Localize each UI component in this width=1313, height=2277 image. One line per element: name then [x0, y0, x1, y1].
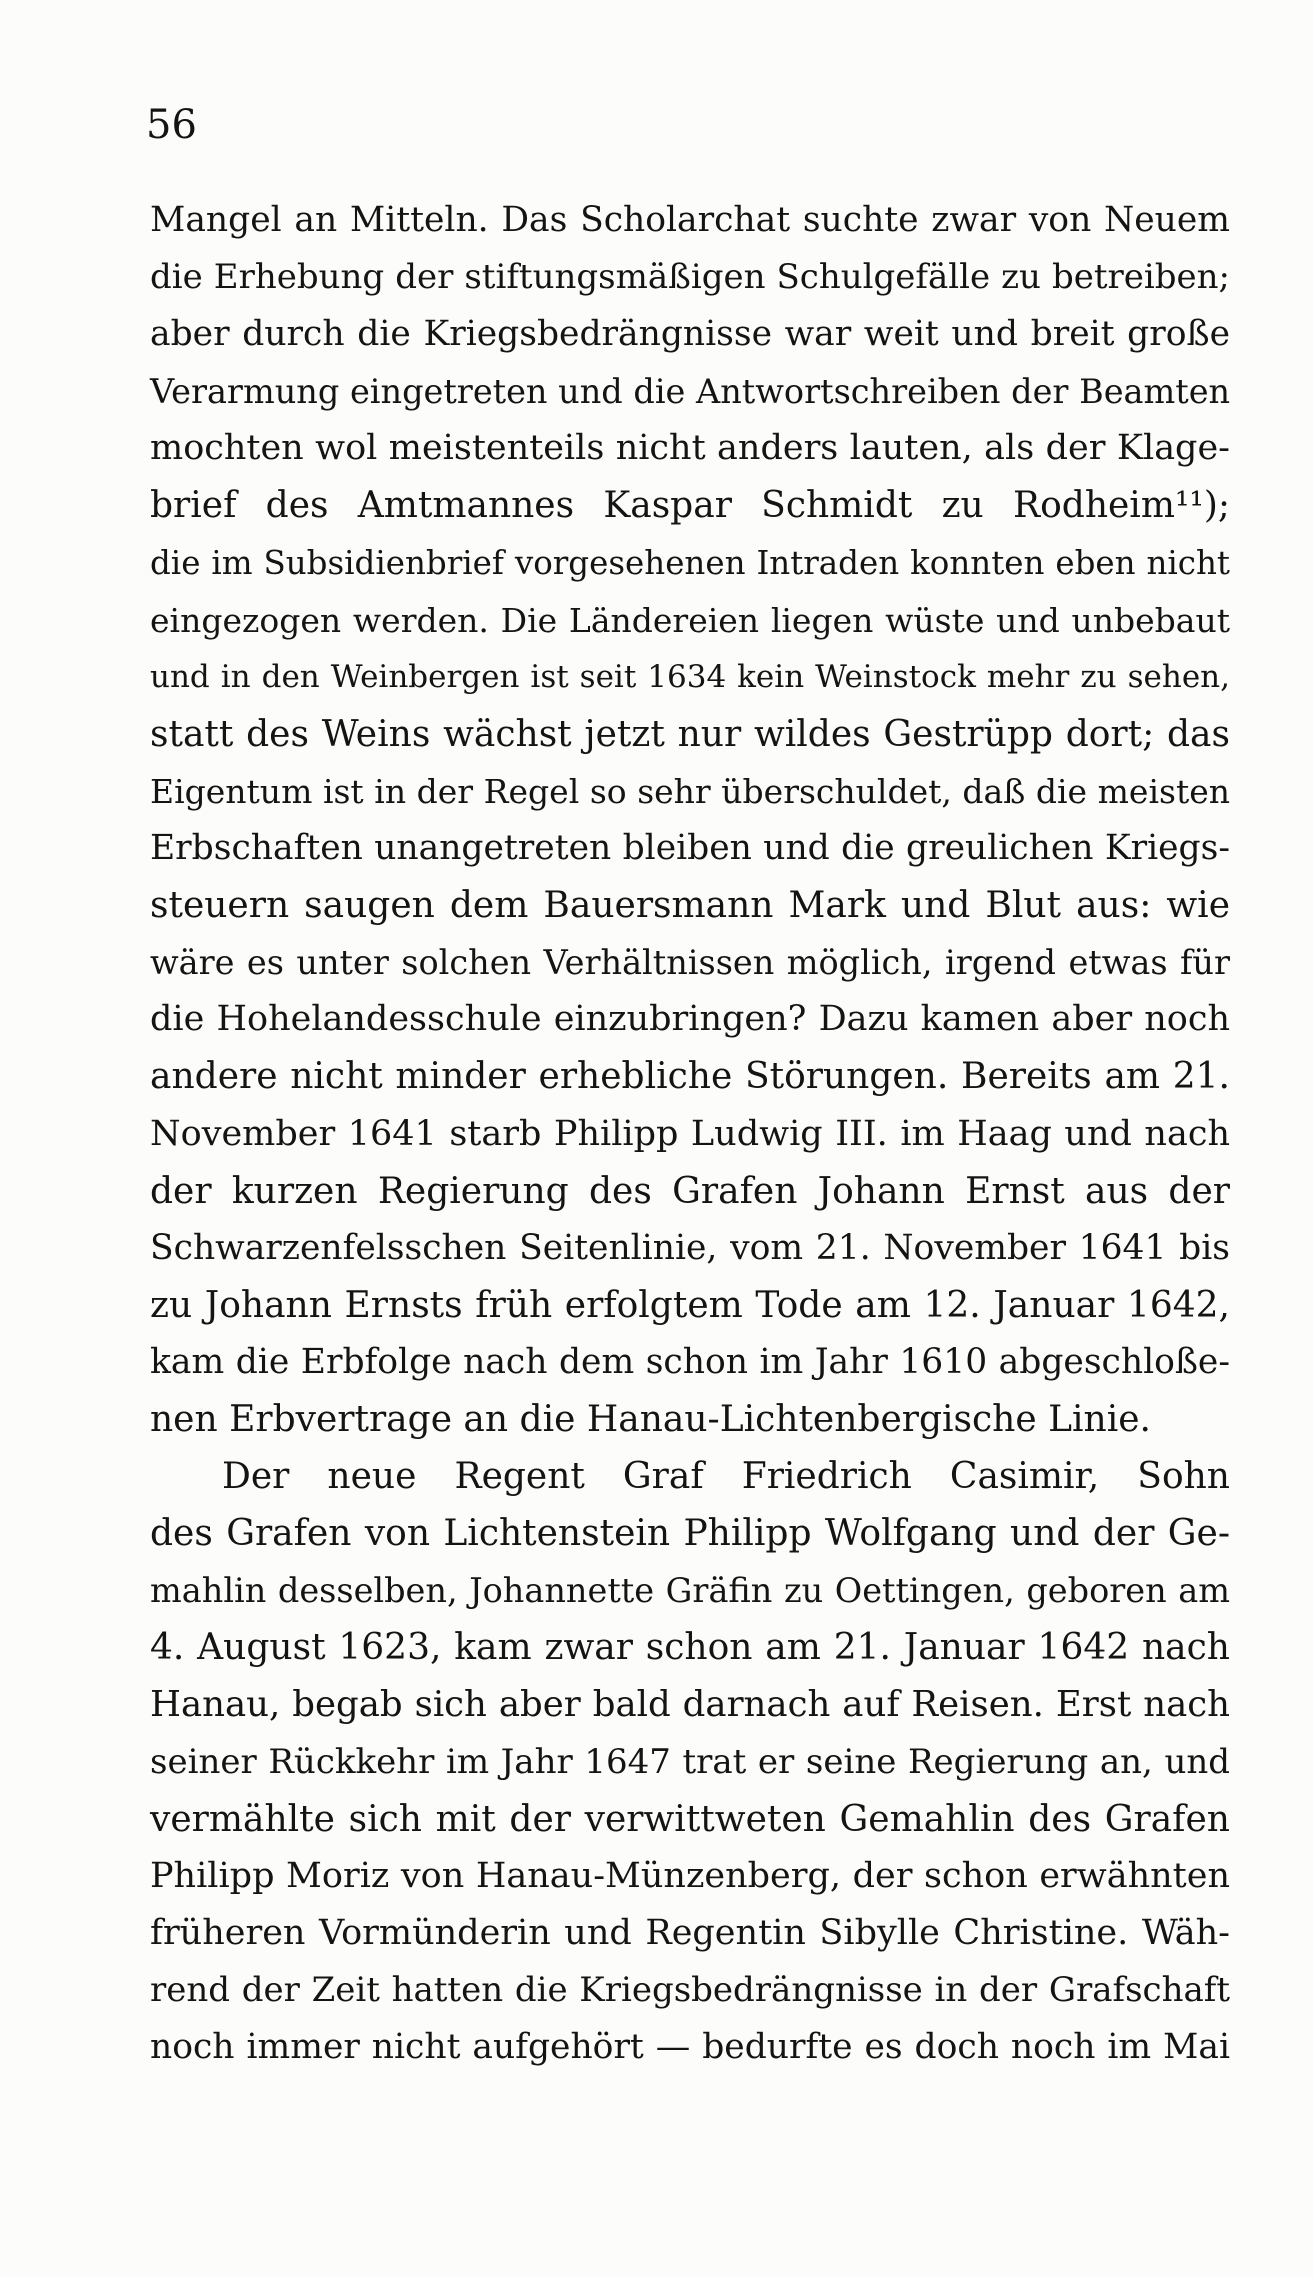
text-line: noch immer nicht aufgehört — bedurfte es doch noch im Mai: [150, 2027, 1230, 2067]
text-line: statt des Weins wächst jetzt nur wildes Gestrüpp dort; das: [150, 713, 1230, 755]
text-line: früheren Vormünderin und Regentin Sibylle Christine. Wäh-: [150, 1912, 1230, 1953]
text-line: aber durch die Kriegsbedrängnisse war weit und breit große: [150, 314, 1230, 355]
text-line: andere nicht minder erhebliche Störungen. Bereits am 21.: [150, 1056, 1230, 1098]
text-line: seiner Rückkehr im Jahr 1647 trat er seine Regierung an, und: [150, 1741, 1230, 1782]
text-line: rend der Zeit hatten die Kriegsbedrängnisse in der Grafschaft: [150, 1969, 1230, 2010]
text-line: wäre es unter solchen Verhältnissen möglich, irgend etwas für: [150, 943, 1230, 983]
text-line: Erbschaften unangetreten bleiben und die greulichen Kriegs-: [150, 828, 1230, 869]
text-line: zu Johann Ernsts früh erfolgtem Tode am 12. Januar 1642,: [150, 1284, 1230, 1326]
text-line: Schwarzenfelsschen Seitenlinie, vom 21. November 1641 bis: [150, 1227, 1230, 1268]
text-line: die Hohelandesschule einzubringen? Dazu kamen aber noch: [150, 999, 1230, 1040]
page-number: 56: [146, 102, 197, 148]
text-line: mochten wol meistenteils nicht anders lauten, als der Klage-: [150, 428, 1230, 469]
text-line: eingezogen werden. Die Ländereien liegen wüste und unbebaut: [150, 600, 1230, 640]
text-line: die Erhebung der stiftungsmäßigen Schulgefälle zu betreiben;: [150, 257, 1230, 298]
text-line: der kurzen Regierung des Grafen Johann Ernst aus der: [150, 1170, 1230, 1212]
text-line: November 1641 starb Philipp Ludwig III. im Haag und nach: [150, 1113, 1230, 1154]
text-line: Der neue Regent Graf Friedrich Casimir, Sohn: [222, 1456, 1230, 1498]
text-line: Hanau, begab sich aber bald darnach auf Reisen. Erst nach: [150, 1684, 1230, 1726]
text-line: steuern saugen dem Bauersmann Mark und Blut aus: wie: [150, 885, 1230, 927]
text-line: die im Subsidienbrief vorgesehenen Intraden konnten eben nicht: [150, 543, 1230, 582]
text-line: brief des Amtmannes Kaspar Schmidt zu Rodheim¹¹);: [150, 485, 1230, 527]
text-line: und in den Weinbergen ist seit 1634 kein Weinstock mehr zu sehen,: [150, 658, 1230, 695]
text-line: Philipp Moriz von Hanau-Münzenberg, der schon erwähnten: [150, 1855, 1230, 1896]
body-text: [150, 192, 1230, 2076]
text-line: vermählte sich mit der verwittweten Gemahlin des Grafen: [150, 1798, 1230, 1840]
text-line: 4. August 1623, kam zwar schon am 21. Januar 1642 nach: [150, 1627, 1230, 1669]
text-line: Eigentum ist in der Regel so sehr überschuldet, daß die meisten: [150, 771, 1230, 811]
text-line: des Grafen von Lichtenstein Philipp Wolfgang und der Ge-: [150, 1513, 1230, 1555]
text-line: nen Erbvertrage an die Hanau-Lichtenbergische Linie.: [150, 1398, 1151, 1440]
text-line: kam die Erbfolge nach dem schon im Jahr 1610 abgeschloße-: [150, 1341, 1230, 1382]
text-line: Mangel an Mitteln. Das Scholarchat suchte zwar von Neuem: [150, 200, 1230, 240]
text-line: mahlin desselben, Johannette Gräfin zu Oettingen, geboren am: [150, 1571, 1230, 1611]
text-line: Verarmung eingetreten und die Antwortschreiben der Beamten: [150, 372, 1231, 412]
